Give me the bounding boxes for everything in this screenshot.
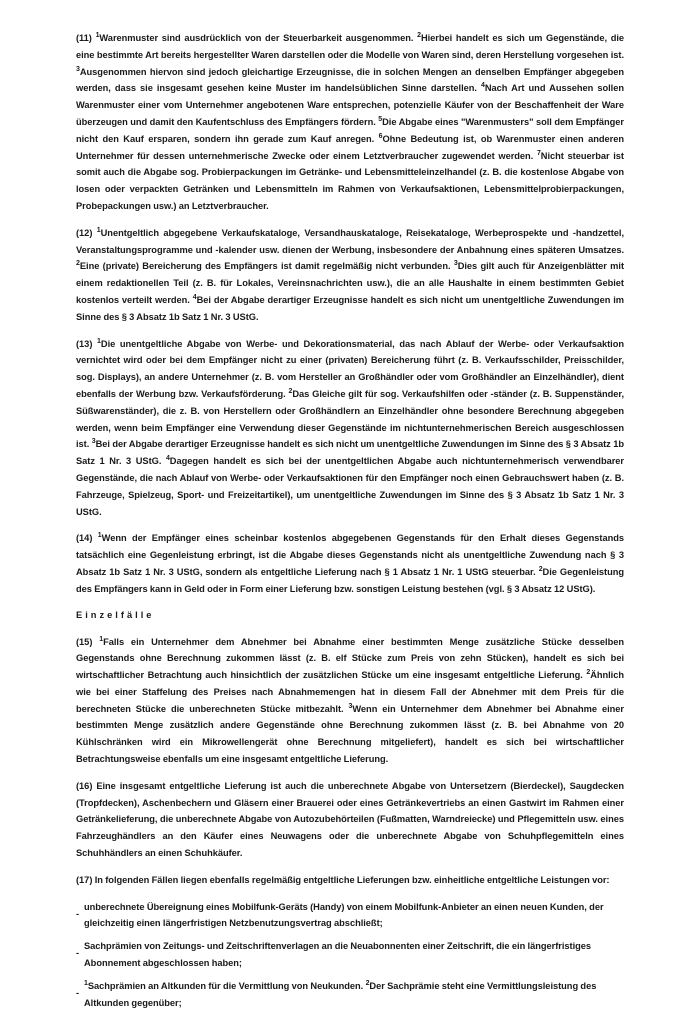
paragraph-p12 [76,225,624,326]
document-page [76,30,624,1017]
paragraph-p14 [76,530,624,597]
sentence-text: Nicht steuerbar ist somit auch die Abgabe sog. Probierpackungen im Getränke- und Lebensmitteleinzelhandel (z. B. die kostenlose Abgabe von losen oder verpackten Getränken und Lebensmitteln im Rahmen von Verkaufsaktionen, Lebensmittelprobierpackungen, Probepackungen usw.) an Letztverbraucher. [76,150,624,211]
sentence-text: Falls ein Unternehmer dem Abnehmer bei Abnahme einer bestimmten Menge zusätzliche Stücke desselben Gegenstands ohne Berechnung zukommen lässt (z. B. elf Stücke zum Preis von zehn Stücken), handelt es sich bei wirtschaftlicher Betrachtung auch hinsichtlich der zusätzlichen Stücke um eine insgesamt entgeltliche Lieferung. [76,636,624,681]
sentence-text: Unentgeltlich abgegebene Verkaufskataloge, Versandhauskataloge, Reisekataloge, Werbeprospekte und -handzettel, Veranstaltungsprogramme und -kalender usw. dienen der Werbung, insbesondere der Anbahnung eines späteren Umsatzes. [76,227,625,255]
paragraph-number: (12) [76,227,97,238]
sentence-text: Sachprämien von Zeitungs- und Zeitschriftenverlagen an die Neuabonnenten einer Zeitschrift, die ein längerfristiges Abonnement abgeschlossen haben; [84,941,592,969]
sentence-number: 2 [417,32,421,39]
sentence-text: unberechnete Übereignung eines Mobilfunk-Geräts (Handy) von einem Mobilfunk-Anbieter an einen neuen Kunden, der gleichzeitig einen längerfristigen Netzbenutzungsvertrag abschließt; [84,901,604,929]
paragraphs-group-1 [76,30,624,598]
paragraph-number: (17) [76,874,95,885]
sentence-number: 2 [76,260,80,268]
list-item [76,938,624,972]
sentence-text: Ähnlich wie bei einer Staffelung des Preises nach Abnahmemengen hat in diesem Fall der Abnehmer mit dem Preis für die berechneten Stücke die unberechneten Stücke mitbezahlt. [76,670,624,714]
sentence-text: Dagegen handelt es sich bei der unentgeltlichen Abgabe auch nichtunternehmerisch verwendbarer Gegenstände, die nach Ablauf von Werbe- oder Verkaufsaktionen für den Empfänger noch einen Gebrauchswert haben (z. B. Fahrzeuge, Spielzeug, Sport- und Freizeitartikel), um unentgeltliche Zuwendungen im Sinne des § 3 Absatz 1b Satz 1 Nr. 3 UStG. [76,456,624,517]
sentence-number: 2 [586,669,591,677]
sentence-text: In folgenden Fällen liegen ebenfalls regelmäßig entgeltliche Lieferungen bzw. einheitliche entgeltliche Leistungen vor: [94,874,610,885]
sentence-number: 4 [192,293,197,301]
paragraph-p13 [76,336,624,521]
sentence-text: Eine insgesamt entgeltliche Lieferung ist auch die unberechnete Abgabe von Untersetzern (Bierdeckel), Saugdecken (Tropfdecken), Aschenbechern und Gläsern einer Brauerei oder eines Getränkevertriebs an einen Gastwirt im Rahmen einer Getränkelieferung, die unberechnete Abgabe von Autozubehörteilen (Fußmatten, Warndreiecke) und Pflegemitteln usw. eines Fahrzeughändlers an den Käufer eines Neuwagens oder die unberechnete Abgabe von Schuhpflegemitteln eines Schuhhändlers an einen Schuhkäufer. [76,780,624,859]
sentence-text: Die Gegenleistung des Empfängers kann in Geld oder in Form einer Lieferung bzw. sonstigen Leistung bestehen (vgl. § 3 Absatz 12 UStG). [76,566,624,594]
sentence-text: Das Gleiche gilt für sog. Verkaufshilfen oder -ständer (z. B. Suppenständer, Süßwarenständer), die z. B. von Herstellern oder Großhändlern an Einzelhändler ohne besondere Berechnung abgegeben werden, wenn beim Empfänger eine Verwendung dieser Gegenstände im nichtunternehmerischen Bereich ausgeschlossen ist. [76,388,624,450]
sentence-number: 1 [99,635,104,643]
paragraph-number: (14) [76,533,98,544]
sentence-text: Hierbei handelt es sich um Gegenstände, die eine bestimmte Art bereits hergestellter Waren darstellen oder die Modelle von Waren sind, deren Herstellung vorgesehen ist. [76,33,625,60]
sentence-text: Die unentgeltliche Abgabe von Werbe- und Dekorationsmaterial, das nach Ablauf der Werbe- oder Verkaufsaktion vernichtet wird oder bei dem Empfänger nicht zu einer (privaten) Bereicherung führt (z. B. Verkaufsschilder, Preisschilder, sog. Displays), an andere Unternehmer (z. B. vom Hersteller an Großhändler oder vom Großhändler an Einzelhändler), dient ebenfalls der Werbung bzw. Verkaufsförderung. [76,338,625,399]
sentence-number: 3 [453,260,458,268]
paragraph-p16 [76,778,624,862]
bullet-list [76,899,624,1012]
paragraph-p11 [76,30,624,215]
list-marker: - [76,987,80,998]
sentence-number: 1 [96,226,101,234]
sentence-number: 1 [97,532,102,540]
sentence-text: Wenn ein Unternehmer dem Abnehmer bei Abnahme einer bestimmten Menge zusätzlich andere Gegenstände ohne Berechnung zukommen lässt (z. B. bei Abnahme von 20 Kühlschränken wird ein Mikrowellengerät ohne Berechnung mitgeliefert), handelt es sich bei wirtschaftlicher Betrachtungsweise ebenfalls um eine insgesamt entgeltliche Lieferung. [76,703,624,765]
sentence-text: Die Abgabe eines "Warenmusters" soll dem Empfänger nicht den Kauf ersparen, sondern ihn gerade zum Kauf anregen. [76,116,624,144]
sentence-text: Warenmuster sind ausdrücklich von der Steuerbarkeit ausgenommen. [99,33,418,43]
sentence-text: Bei der Abgabe derartiger Erzeugnisse handelt es sich nicht um unentgeltliche Zuwendungen im Sinne des § 3 Absatz 1b Satz 1 Nr. 3 UStG. [76,294,625,322]
paragraph-p17 [76,872,624,889]
sentence-number: 4 [481,82,485,90]
sentence-number: 1 [95,32,100,39]
sentence-text: Dies gilt auch für Anzeigenblätter mit einem redaktionellen Teil (z. B. für Lokales, Vereinsnachrichten usw.), die an alle Haushalte in einem bestimmten Gebiet kostenlos verteilt werden. [76,261,625,305]
sentence-number: 3 [76,65,80,73]
sentence-text: Ohne Bedeutung ist, ob Warenmuster einen anderen Unternehmer für dessen unternehmerische Zwecke oder einem Letztverbraucher zugewendet werden. [76,133,624,161]
paragraphs-group-2 [76,634,624,889]
sentence-number: 2 [288,387,293,395]
sentence-number: 7 [536,149,541,157]
sentence-text: Eine (private) Bereicherung des Empfängers ist damit regelmäßig nicht verbunden. [79,261,454,272]
sentence-number: 2 [538,565,543,573]
list-marker: - [76,948,80,959]
sentence-number: 1 [84,979,88,987]
sentence-number: 1 [97,337,101,345]
paragraph-number: (13) [76,338,98,349]
sentence-text: Nach Art und Aussehen sollen Warenmuster einer vom Unternehmer angebotenen Ware entsprechen, potenzielle Käufer von der Beschaffenheit der Ware überzeugen und damit den Kaufentschluss des Empfängers fördern. [76,83,624,127]
section-heading: Einzelfälle [76,609,155,620]
list-item [76,899,624,933]
paragraph-number: (11) [76,33,96,43]
sentence-number: 6 [378,132,383,140]
paragraph-p15 [76,634,624,768]
list-item [76,978,624,1012]
sentence-number: 2 [365,979,370,987]
sentence-text: Bei der Abgabe derartiger Erzeugnisse handelt es sich nicht um unentgeltliche Zuwendungen im Sinne des § 3 Absatz 1b Satz 1 Nr. 3 UStG. [76,439,624,467]
sentence-number: 3 [348,702,353,710]
sentence-text: Der Sachprämie steht eine Vermittlungsleistung des Altkunden gegenüber; [84,980,597,1008]
sentence-text: Wenn der Empfänger eines scheinbar kostenlos abgegebenen Gegenstands für den Erhalt dieses Gegenstands tatsächlich eine Gegenleistung erbringt, ist die Abgabe dieses Gegenstands nicht als unentgeltliche Zuwendung nach § 3 Absatz 1b Satz 1 Nr. 3 UStG, sondern als entgeltliche Lieferung nach § 1 Absatz 1 Nr. 1 UStG steuerbar. [76,533,625,577]
list-marker: - [76,908,80,919]
paragraph-number: (16) [76,780,97,791]
sentence-number: 5 [378,115,383,123]
sentence-number: 3 [91,438,96,446]
sentence-number: 4 [165,455,170,463]
paragraph-number: (15) [76,636,100,647]
sentence-text: Sachprämien an Altkunden für die Vermittlung von Neukunden. [87,980,366,991]
sentence-text: Ausgenommen hiervon sind jedoch gleichartige Erzeugnisse, die in solchen Mengen an denselben Empfänger abgegeben werden, dass sie insgesamt gesehen keine Muster im handelsüblichen Sinne darstellen. [76,66,624,94]
